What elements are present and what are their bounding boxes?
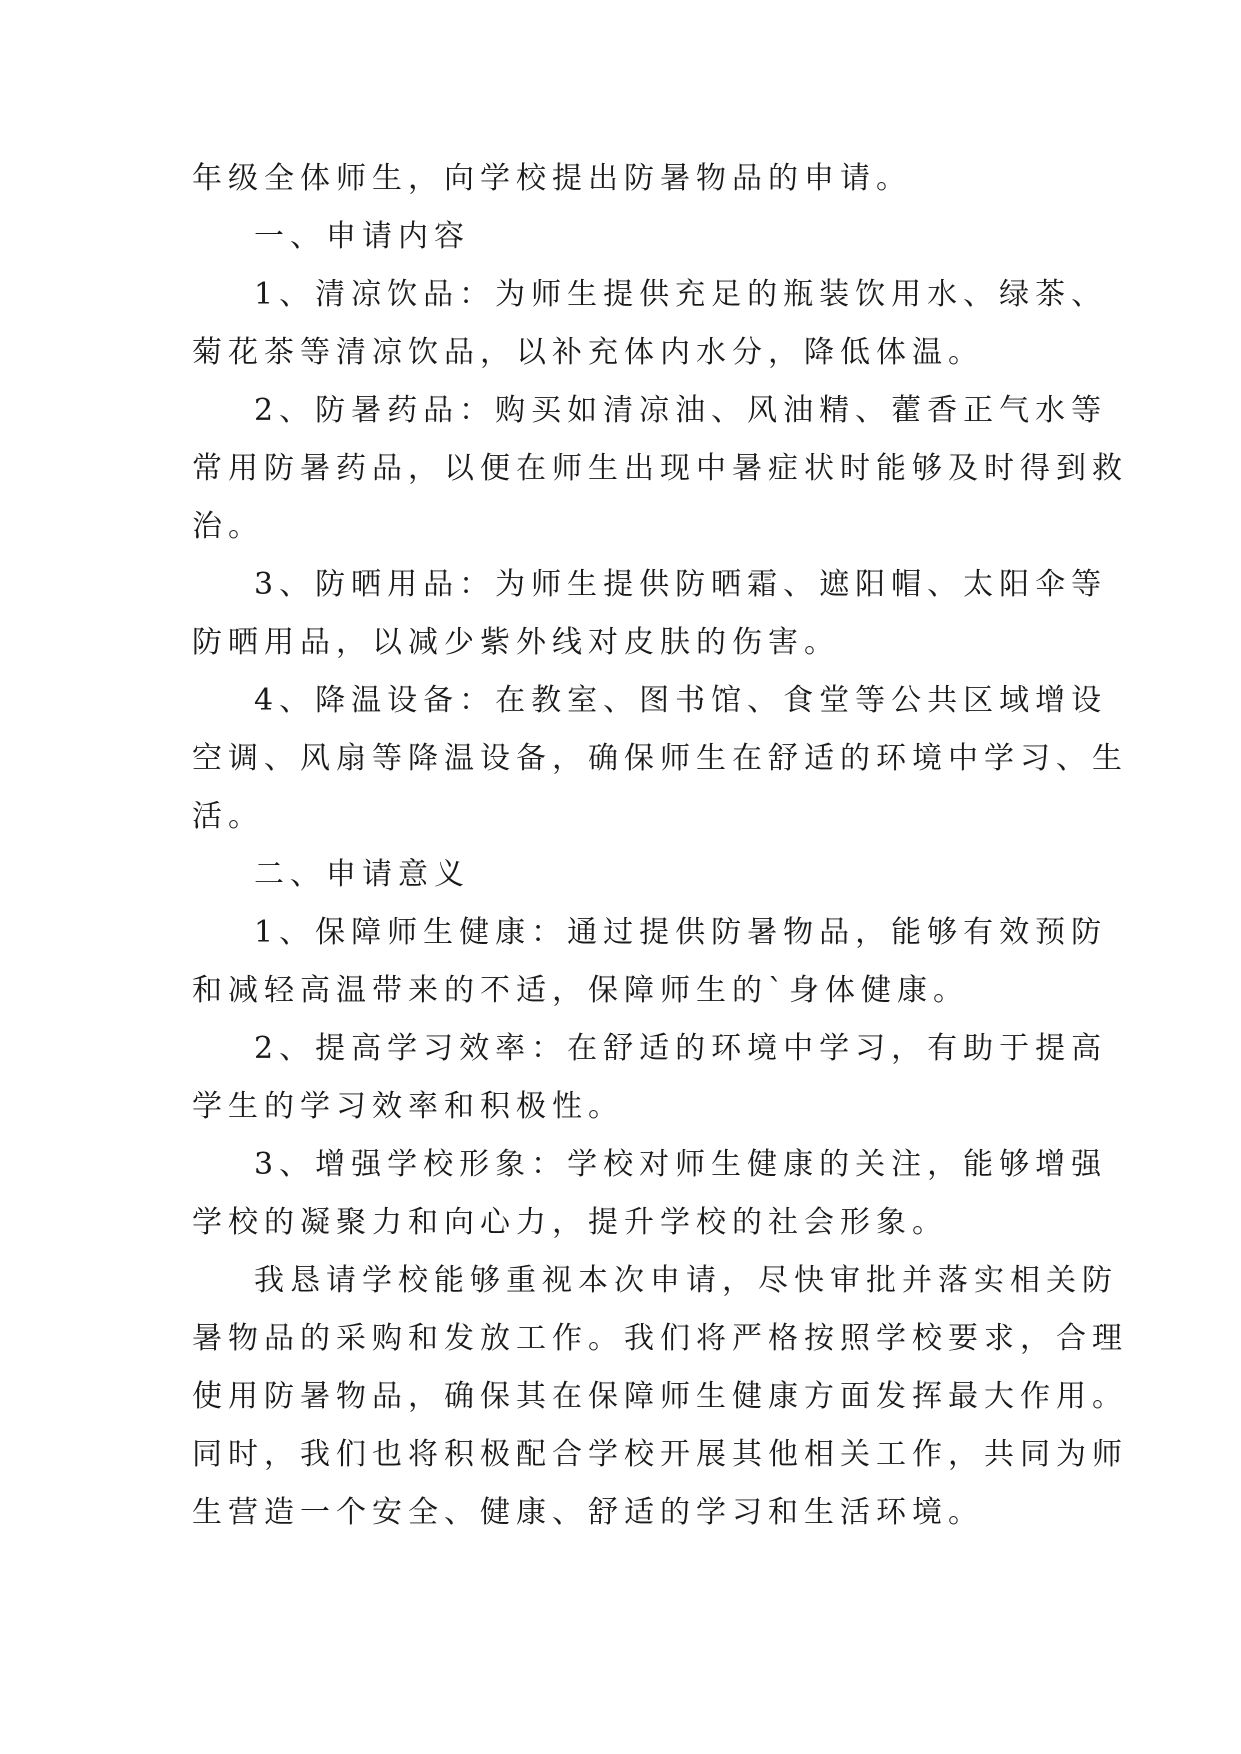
text-line-21: 暑物品的采购和发放工作。我们将严格按照学校要求，合理 (192, 1321, 1128, 1356)
section-heading-content: 一、申请内容 (254, 219, 470, 254)
section-heading-significance: 二、申请意义 (254, 857, 470, 892)
text-line-8: 3、防晒用品：为师生提供防晒霜、遮阳帽、太阳伞等 (254, 567, 1108, 602)
text-line-12: 活。 (192, 799, 264, 834)
document-body (192, 150, 1128, 1542)
text-line-22: 使用防暑物品，确保其在保障师生健康方面发挥最大作用。 (192, 1379, 1128, 1414)
text-line-9: 防晒用品，以减少紫外线对皮肤的伤害。 (192, 625, 840, 660)
text-line-11: 空调、风扇等降温设备，确保师生在舒适的环境中学习、生 (192, 741, 1128, 776)
text-line-14: 1、保障师生健康：通过提供防暑物品，能够有效预防 (254, 915, 1108, 950)
text-line-1: 年级全体师生，向学校提出防暑物品的申请。 (192, 161, 912, 196)
text-line-3: 1、清凉饮品：为师生提供充足的瓶装饮用水、绿茶、 (254, 277, 1108, 312)
text-line-10: 4、降温设备：在教室、图书馆、食堂等公共区域增设 (254, 683, 1108, 718)
text-line-15: 和减轻高温带来的不适，保障师生的`身体健康。 (192, 973, 969, 1008)
text-line-5: 2、防暑药品：购买如清凉油、风油精、藿香正气水等 (254, 393, 1108, 428)
text-line-4: 菊花茶等清凉饮品，以补充体内水分，降低体温。 (192, 335, 984, 370)
text-line-7: 治。 (192, 509, 264, 544)
text-line-24: 生营造一个安全、健康、舒适的学习和生活环境。 (192, 1495, 984, 1530)
text-line-16: 2、提高学习效率：在舒适的环境中学习，有助于提高 (254, 1031, 1108, 1066)
text-line-6: 常用防暑药品，以便在师生出现中暑症状时能够及时得到救 (192, 451, 1128, 486)
text-line-17: 学生的学习效率和积极性。 (192, 1089, 624, 1124)
text-line-23: 同时，我们也将积极配合学校开展其他相关工作，共同为师 (192, 1437, 1128, 1472)
text-line-20: 我恳请学校能够重视本次申请，尽快审批并落实相关防 (254, 1263, 1118, 1298)
text-line-19: 学校的凝聚力和向心力，提升学校的社会形象。 (192, 1205, 948, 1240)
text-line-18: 3、增强学校形象：学校对师生健康的关注，能够增强 (254, 1147, 1108, 1182)
